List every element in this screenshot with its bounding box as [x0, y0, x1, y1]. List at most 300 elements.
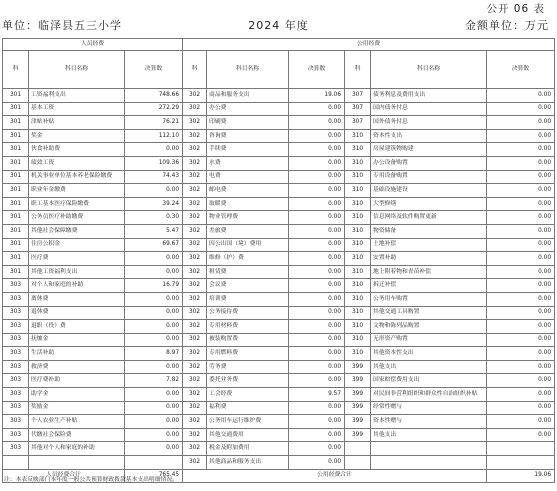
- amount-cell: 109.36: [125, 156, 183, 170]
- code-cell: 302: [183, 360, 207, 374]
- name-cell: 其他交通费用: [207, 428, 289, 442]
- code-cell: [345, 442, 371, 456]
- code-cell: 302: [183, 347, 207, 361]
- code-cell: 302: [183, 428, 207, 442]
- public-total-value: 19.06: [487, 469, 555, 483]
- amount-cell: 0.00: [487, 415, 555, 429]
- name-cell: 资本性支出: [371, 129, 487, 143]
- name-cell: 国外债务付息: [371, 116, 487, 130]
- code-cell: 302: [183, 184, 207, 198]
- amount-cell: 0.00: [487, 360, 555, 374]
- amount-cell: 0.00: [487, 156, 555, 170]
- code-cell: 310: [345, 170, 371, 184]
- name-cell: 委托业务费: [207, 374, 289, 388]
- code-cell: 301: [3, 143, 29, 157]
- name-cell: 救济费: [29, 360, 125, 374]
- name-cell: 其他对个人和家庭的补助: [29, 442, 125, 456]
- name-cell: 咨询费: [207, 129, 289, 143]
- code-cell: 303: [3, 415, 29, 429]
- table-row: [3, 129, 555, 143]
- amount-cell: [125, 456, 183, 470]
- amount-cell: 0.00: [487, 306, 555, 320]
- amount-cell: 0.00: [487, 388, 555, 402]
- code-cell: 301: [3, 170, 29, 184]
- name-cell: 助学金: [29, 388, 125, 402]
- amount-cell: 0.00: [125, 252, 183, 266]
- amount-cell: 272.29: [125, 102, 183, 116]
- public-total-label: 公用经费合计: [183, 469, 487, 483]
- name-header: 科目名称: [371, 51, 487, 89]
- name-cell: 其他商品和服务支出: [207, 456, 289, 470]
- unit-name: 单位：临泽县五三小学: [2, 19, 122, 32]
- code-cell: 302: [183, 116, 207, 130]
- table-row: [3, 238, 555, 252]
- amount-cell: 0.00: [487, 238, 555, 252]
- amount-header: 决算数: [125, 51, 183, 89]
- table-row: [3, 116, 555, 130]
- amount-cell: 0.00: [487, 197, 555, 211]
- name-cell: 手续费: [207, 143, 289, 157]
- name-cell: 退休费: [29, 306, 125, 320]
- amount-unit: 金额单位：万元: [465, 19, 549, 32]
- code-cell: 302: [183, 320, 207, 334]
- code-cell: 310: [345, 129, 371, 143]
- name-cell: 公务用车购置: [371, 292, 487, 306]
- name-cell: 医疗费: [29, 252, 125, 266]
- code-cell: 302: [183, 143, 207, 157]
- code-cell: 303: [3, 306, 29, 320]
- code-cell: 301: [3, 211, 29, 225]
- name-cell: 离休费: [29, 292, 125, 306]
- code-cell: 302: [183, 388, 207, 402]
- amount-cell: 0.00: [125, 388, 183, 402]
- name-cell: 房屋建筑物购建: [371, 143, 487, 157]
- code-cell: 399: [345, 415, 371, 429]
- code-cell: 310: [345, 333, 371, 347]
- amount-cell: 39.24: [125, 197, 183, 211]
- name-cell: [371, 442, 487, 456]
- amount-cell: 0.00: [289, 292, 345, 306]
- code-cell: 310: [345, 143, 371, 157]
- table-row: [3, 265, 555, 279]
- name-cell: 信息网络及软件购置更新: [371, 211, 487, 225]
- amount-cell: 0.00: [289, 238, 345, 252]
- amount-cell: 0.00: [125, 360, 183, 374]
- code-cell: 399: [345, 401, 371, 415]
- amount-cell: 0.30: [125, 211, 183, 225]
- table-row: [3, 211, 555, 225]
- table-row: [3, 292, 555, 306]
- code-cell: 307: [345, 102, 371, 116]
- code-cell: 310: [345, 347, 371, 361]
- table-row: [3, 252, 555, 266]
- code-cell: 302: [183, 156, 207, 170]
- amount-cell: 74.43: [125, 170, 183, 184]
- amount-cell: 0.00: [487, 320, 555, 334]
- name-cell: 因公出国（境）费用: [207, 238, 289, 252]
- name-cell: 对民间非营利组织和群众性自治组织补贴: [371, 388, 487, 402]
- amount-cell: 0.00: [289, 197, 345, 211]
- code-cell: 303: [3, 333, 29, 347]
- table-row: [3, 306, 555, 320]
- code-header: 科: [345, 51, 371, 89]
- code-cell: 310: [345, 320, 371, 334]
- table-row: [3, 170, 555, 184]
- amount-cell: 8.97: [125, 347, 183, 361]
- table-row: [3, 184, 555, 198]
- code-cell: 301: [3, 224, 29, 238]
- amount-cell: 0.00: [289, 184, 345, 198]
- code-cell: 302: [183, 89, 207, 103]
- code-cell: 301: [3, 116, 29, 130]
- amount-cell: 0.00: [289, 347, 345, 361]
- code-cell: [3, 456, 29, 470]
- name-cell: 国家赔偿费用支出: [371, 374, 487, 388]
- name-cell: 公务员医疗补助缴费: [29, 211, 125, 225]
- code-cell: 303: [3, 388, 29, 402]
- amount-cell: 0.00: [289, 116, 345, 130]
- amount-cell: 0.00: [125, 442, 183, 456]
- amount-cell: 0.00: [487, 401, 555, 415]
- code-cell: 310: [345, 224, 371, 238]
- amount-cell: 0.00: [487, 224, 555, 238]
- code-cell: 302: [183, 102, 207, 116]
- name-cell: 机关事业单位基本养老保险缴费: [29, 170, 125, 184]
- name-cell: 专用燃料费: [207, 347, 289, 361]
- code-cell: 307: [345, 89, 371, 103]
- amount-header: 决算数: [289, 51, 345, 89]
- table-row: [3, 442, 555, 456]
- code-header: 科: [3, 51, 29, 89]
- amount-cell: 0.00: [125, 320, 183, 334]
- amount-header: 决算数: [487, 51, 555, 89]
- name-cell: 无形资产购置: [371, 333, 487, 347]
- name-cell: 医疗费补助: [29, 374, 125, 388]
- table-row: [3, 415, 555, 429]
- name-cell: 其他支出: [371, 428, 487, 442]
- name-cell: 其他社会保障缴费: [29, 224, 125, 238]
- code-cell: 301: [3, 238, 29, 252]
- amount-cell: 0.00: [125, 292, 183, 306]
- form-code: 公开 06 表: [486, 3, 545, 15]
- amount-cell: 0.00: [289, 374, 345, 388]
- code-cell: 302: [183, 333, 207, 347]
- code-cell: 302: [183, 306, 207, 320]
- name-cell: 印刷费: [207, 116, 289, 130]
- name-header: 科目名称: [207, 51, 289, 89]
- header-row-2: [3, 51, 555, 89]
- code-cell: 301: [3, 156, 29, 170]
- amount-cell: 0.00: [487, 184, 555, 198]
- amount-cell: 0.00: [487, 333, 555, 347]
- amount-cell: 0.00: [289, 415, 345, 429]
- name-cell: 福利费: [207, 401, 289, 415]
- name-cell: 退职（役）费: [29, 320, 125, 334]
- amount-cell: 0.00: [487, 265, 555, 279]
- amount-cell: 0.00: [487, 116, 555, 130]
- amount-cell: 76.21: [125, 116, 183, 130]
- amount-cell: 0.00: [125, 265, 183, 279]
- name-cell: 绩效工资: [29, 156, 125, 170]
- amount-cell: 7.82: [125, 374, 183, 388]
- name-cell: 办公费: [207, 102, 289, 116]
- amount-cell: 0.00: [487, 428, 555, 442]
- amount-cell: [487, 442, 555, 456]
- code-cell: 302: [183, 442, 207, 456]
- name-cell: 文物和陈列品购置: [371, 320, 487, 334]
- name-cell: 被装购置费: [207, 333, 289, 347]
- amount-cell: 0.00: [289, 252, 345, 266]
- name-cell: 工资福利支出: [29, 89, 125, 103]
- table-row: [3, 374, 555, 388]
- name-cell: 住房公积金: [29, 238, 125, 252]
- code-cell: [345, 456, 371, 470]
- amount-cell: 0.00: [487, 89, 555, 103]
- amount-cell: 0.00: [289, 306, 345, 320]
- code-cell: 303: [3, 292, 29, 306]
- code-cell: 310: [345, 306, 371, 320]
- amount-cell: 0.00: [125, 401, 183, 415]
- name-cell: 津贴补贴: [29, 116, 125, 130]
- code-cell: 303: [3, 360, 29, 374]
- amount-cell: 0.00: [289, 442, 345, 456]
- code-cell: 310: [345, 252, 371, 266]
- name-cell: [29, 456, 125, 470]
- amount-cell: 0.00: [289, 279, 345, 293]
- amount-cell: 0.00: [487, 252, 555, 266]
- name-cell: 奖励金: [29, 401, 125, 415]
- header-row-1: [3, 39, 555, 51]
- code-cell: 310: [345, 184, 371, 198]
- name-cell: 国内债务付息: [371, 102, 487, 116]
- amount-cell: 0.00: [125, 184, 183, 198]
- amount-cell: 0.00: [487, 374, 555, 388]
- name-cell: 物资储备: [371, 224, 487, 238]
- code-cell: 302: [183, 197, 207, 211]
- amount-cell: 748.66: [125, 89, 183, 103]
- amount-cell: 0.00: [289, 102, 345, 116]
- amount-cell: 0.00: [289, 320, 345, 334]
- name-cell: 商品和服务支出: [207, 89, 289, 103]
- name-cell: 公务用车运行维护费: [207, 415, 289, 429]
- table-row: [3, 456, 555, 470]
- personnel-total-value: 765.45: [125, 469, 183, 483]
- name-cell: 物业管理费: [207, 211, 289, 225]
- name-cell: 其他工资福利支出: [29, 265, 125, 279]
- code-cell: 302: [183, 415, 207, 429]
- amount-cell: 9.57: [289, 388, 345, 402]
- table-row: [3, 320, 555, 334]
- amount-cell: 0.00: [125, 428, 183, 442]
- code-cell: 302: [183, 292, 207, 306]
- amount-cell: 0.00: [289, 224, 345, 238]
- code-cell: 302: [183, 211, 207, 225]
- name-cell: 债务利息及费用支出: [371, 89, 487, 103]
- code-cell: 310: [345, 279, 371, 293]
- amount-cell: 0.00: [289, 211, 345, 225]
- name-cell: 邮电费: [207, 184, 289, 198]
- code-cell: 310: [345, 238, 371, 252]
- code-cell: 302: [183, 265, 207, 279]
- amount-cell: 19.06: [289, 89, 345, 103]
- name-cell: 其他交通工具购置: [371, 306, 487, 320]
- amount-cell: 0.00: [125, 306, 183, 320]
- name-cell: 基础设施建设: [371, 184, 487, 198]
- table-row: [3, 388, 555, 402]
- name-cell: 个人农业生产补贴: [29, 415, 125, 429]
- code-cell: 303: [3, 347, 29, 361]
- code-cell: 302: [183, 279, 207, 293]
- name-cell: 安置补助: [371, 252, 487, 266]
- name-cell: 职工基本医疗保险缴费: [29, 197, 125, 211]
- amount-cell: 0.00: [125, 415, 183, 429]
- name-cell: 培训费: [207, 292, 289, 306]
- name-cell: 专用设备购置: [371, 170, 487, 184]
- name-header: 科目名称: [29, 51, 125, 89]
- report-year: 2024 年度: [248, 19, 309, 32]
- amount-cell: 69.67: [125, 238, 183, 252]
- code-cell: 302: [183, 456, 207, 470]
- name-cell: 专用材料费: [207, 320, 289, 334]
- name-cell: 会议费: [207, 279, 289, 293]
- amount-cell: 0.00: [487, 279, 555, 293]
- table-row: [3, 428, 555, 442]
- table-row: [3, 401, 555, 415]
- table-row: [3, 333, 555, 347]
- amount-cell: 0.00: [289, 401, 345, 415]
- table-row: [3, 224, 555, 238]
- code-cell: 310: [345, 292, 371, 306]
- name-cell: 拆迁补偿: [371, 279, 487, 293]
- name-cell: 经常性赠与: [371, 401, 487, 415]
- name-cell: 取暖费: [207, 197, 289, 211]
- amount-cell: 0.00: [289, 170, 345, 184]
- code-cell: 302: [183, 252, 207, 266]
- code-header: 科: [183, 51, 207, 89]
- name-cell: 其他资本性支出: [371, 347, 487, 361]
- name-cell: 资本性赠与: [371, 415, 487, 429]
- amount-cell: 0.00: [289, 428, 345, 442]
- code-cell: 301: [3, 102, 29, 116]
- code-cell: 307: [345, 116, 371, 130]
- name-cell: 对个人和家庭的补助: [29, 279, 125, 293]
- code-cell: 310: [345, 197, 371, 211]
- personnel-header: 人员经费: [3, 39, 183, 51]
- name-cell: 基本工资: [29, 102, 125, 116]
- amount-cell: 0.00: [289, 456, 345, 470]
- name-cell: 代缴社会保险费: [29, 428, 125, 442]
- code-cell: 301: [3, 265, 29, 279]
- code-cell: 301: [3, 252, 29, 266]
- amount-cell: 0.00: [289, 143, 345, 157]
- name-cell: 伙食补助费: [29, 143, 125, 157]
- amount-cell: 0.00: [487, 143, 555, 157]
- table-row: [3, 197, 555, 211]
- code-cell: 303: [3, 442, 29, 456]
- code-cell: 301: [3, 184, 29, 198]
- name-cell: 奖金: [29, 129, 125, 143]
- code-cell: 302: [183, 224, 207, 238]
- code-cell: 302: [183, 238, 207, 252]
- table-row: [3, 347, 555, 361]
- amount-cell: 5.47: [125, 224, 183, 238]
- code-cell: 301: [3, 197, 29, 211]
- amount-cell: 0.00: [487, 292, 555, 306]
- amount-cell: [487, 456, 555, 470]
- amount-cell: 0.00: [487, 170, 555, 184]
- name-cell: 地上附着物和青苗补偿: [371, 265, 487, 279]
- amount-cell: 0.00: [487, 347, 555, 361]
- amount-cell: 0.00: [487, 211, 555, 225]
- amount-cell: 0.00: [125, 333, 183, 347]
- amount-cell: 0.00: [289, 265, 345, 279]
- code-cell: 399: [345, 374, 371, 388]
- code-cell: 399: [345, 360, 371, 374]
- name-cell: 土地补偿: [371, 238, 487, 252]
- name-cell: 水费: [207, 156, 289, 170]
- name-cell: 维修（护）费: [207, 252, 289, 266]
- name-cell: 办公设备购置: [371, 156, 487, 170]
- code-cell: 310: [345, 211, 371, 225]
- code-cell: 302: [183, 129, 207, 143]
- code-cell: 303: [3, 428, 29, 442]
- table-row: [3, 102, 555, 116]
- code-cell: 399: [345, 428, 371, 442]
- code-cell: 302: [183, 170, 207, 184]
- table-row: [3, 360, 555, 374]
- code-cell: 303: [3, 279, 29, 293]
- name-cell: 大型修缮: [371, 197, 487, 211]
- name-cell: 电费: [207, 170, 289, 184]
- amount-cell: 0.00: [289, 156, 345, 170]
- code-cell: 302: [183, 401, 207, 415]
- name-cell: 抚恤金: [29, 333, 125, 347]
- code-cell: 303: [3, 401, 29, 415]
- code-cell: 399: [345, 388, 371, 402]
- table-row: [3, 89, 555, 103]
- amount-cell: 0.00: [289, 333, 345, 347]
- name-cell: 劳务费: [207, 360, 289, 374]
- name-cell: 工会经费: [207, 388, 289, 402]
- table-row: [3, 279, 555, 293]
- amount-cell: 0.00: [487, 102, 555, 116]
- code-cell: 301: [3, 129, 29, 143]
- amount-cell: 0.00: [125, 143, 183, 157]
- code-cell: 302: [183, 374, 207, 388]
- name-cell: 差旅费: [207, 224, 289, 238]
- code-cell: 310: [345, 265, 371, 279]
- amount-cell: 16.79: [125, 279, 183, 293]
- code-cell: 303: [3, 374, 29, 388]
- name-cell: [371, 456, 487, 470]
- code-cell: 310: [345, 156, 371, 170]
- footnote: 注：本表反映部门本年度一般公共预算财政拨款基本支出明细情况。: [4, 477, 178, 483]
- name-cell: 公务接待费: [207, 306, 289, 320]
- public-header: 公用经费: [183, 39, 555, 51]
- name-cell: 其他支出: [371, 360, 487, 374]
- name-cell: 生活补助: [29, 347, 125, 361]
- personnel-total-label: 人员经费合计: [3, 469, 125, 483]
- name-cell: 租赁费: [207, 265, 289, 279]
- table-row: [3, 156, 555, 170]
- code-cell: 303: [3, 320, 29, 334]
- name-cell: 税金及附加费用: [207, 442, 289, 456]
- amount-cell: 0.00: [487, 129, 555, 143]
- name-cell: 职业年金缴费: [29, 184, 125, 198]
- amount-cell: 0.00: [289, 129, 345, 143]
- amount-cell: 0.00: [289, 360, 345, 374]
- table-row: [3, 143, 555, 157]
